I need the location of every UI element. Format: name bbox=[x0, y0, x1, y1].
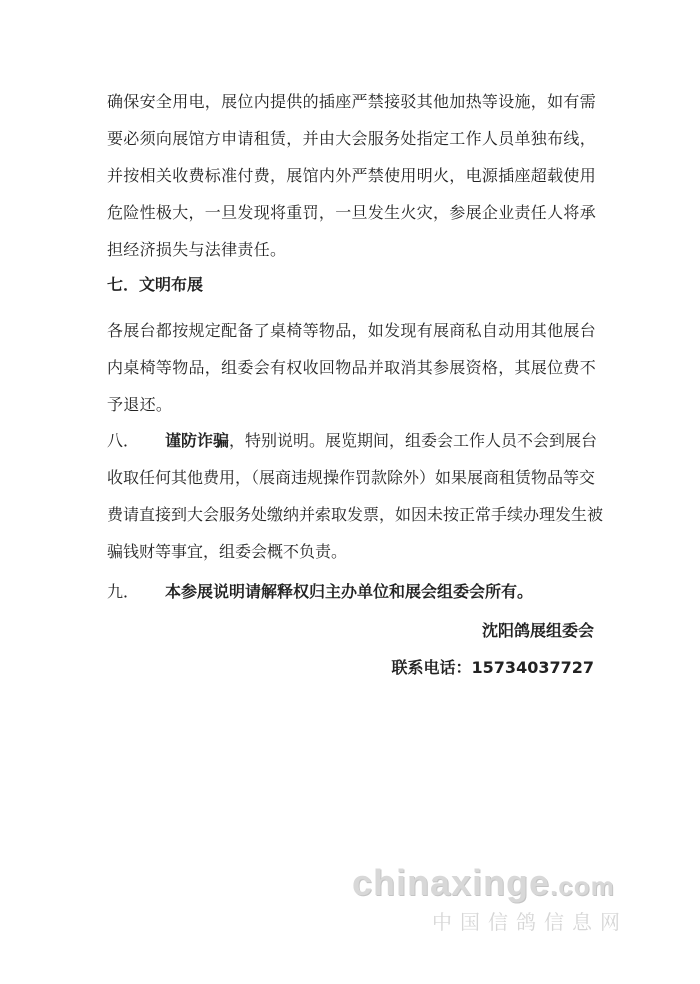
section-8-number: 八． bbox=[107, 431, 140, 450]
section-7-heading: 七．文明布展 bbox=[107, 275, 204, 294]
section-9-number: 九． bbox=[107, 582, 140, 601]
organizer-signature: 沈阳鸽展组委会 bbox=[481, 621, 594, 640]
watermark-suffix: .com bbox=[550, 871, 615, 901]
safety-paragraph: 确保安全用电，展位内提供的插座严禁接驳其他加热等设施，如有需要必须向展馆方申请租赁，并由大会服务处指定工作人员单独布线，并按相关收费标准付费，展馆内外严禁使用明火，电源插座超载使用危险性极大，一旦发现将重罚，一旦发生火灾，参展企业责任人将承担经济损失与法律责任。 bbox=[107, 92, 597, 259]
section-8 bbox=[107, 422, 605, 570]
section-9 bbox=[107, 573, 605, 610]
contact-phone: 联系电话：15734037727 bbox=[391, 658, 594, 677]
section-9-text: 本参展说明请解释权归主办单位和展会组委会所有。 bbox=[165, 582, 534, 601]
watermark-chinese: 中国信鸽信息网 bbox=[432, 910, 628, 934]
watermark-logo bbox=[352, 862, 615, 904]
watermark-latin: chinaxinge bbox=[352, 862, 551, 903]
section-8-text bbox=[107, 422, 605, 570]
section-8-body: ，特别说明。展览期间，组委会工作人员不会到展台收取任何其他费用，（展商违规操作罚款除外）如果展商租赁物品等交费请直接到大会服务处缴纳并索取发票，如因未按正常手续办理发生被骗钱财等事宜，组委会概不负责。 bbox=[107, 431, 604, 561]
section-8-bold: 谨防诈骗 bbox=[165, 431, 230, 450]
section-7-body: 各展台都按规定配备了桌椅等物品，如发现有展商私自动用其他展台内桌椅等物品，组委会有权收回物品并取消其参展资格，其展位费不予退还。 bbox=[107, 321, 597, 414]
